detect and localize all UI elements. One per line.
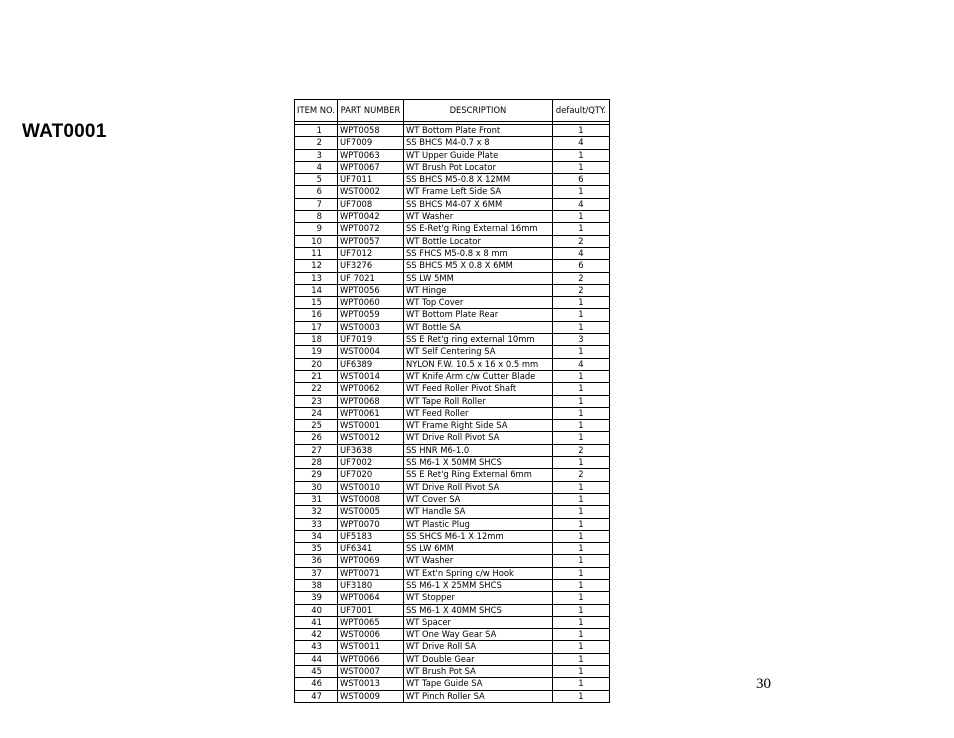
cell-item-no: 25 (295, 420, 338, 432)
cell-description: WT One Way Gear SA (403, 629, 552, 641)
table-row (295, 137, 610, 149)
table-row (295, 125, 610, 137)
cell-description: SS BHCS M5 X 0.8 X 6MM (403, 260, 552, 272)
cell-part-number: UF7001 (337, 604, 403, 616)
cell-description: SS E-Ret'g Ring External 16mm (403, 223, 552, 235)
cell-description: WT Cover SA (403, 493, 552, 505)
cell-qty: 1 (552, 125, 609, 137)
cell-description: WT Bottle SA (403, 321, 552, 333)
cell-description: SS M6-1 X 40MM SHCS (403, 604, 552, 616)
cell-part-number: UF5183 (337, 530, 403, 542)
cell-part-number: WST0014 (337, 370, 403, 382)
cell-part-number: WPT0056 (337, 284, 403, 296)
table-row (295, 420, 610, 432)
cell-part-number: UF7012 (337, 247, 403, 259)
table-row (295, 235, 610, 247)
cell-part-number: WST0012 (337, 432, 403, 444)
cell-qty: 2 (552, 469, 609, 481)
cell-item-no: 5 (295, 174, 338, 186)
cell-item-no: 20 (295, 358, 338, 370)
cell-qty: 1 (552, 481, 609, 493)
table-row (295, 530, 610, 542)
cell-item-no: 31 (295, 493, 338, 505)
table-row (295, 493, 610, 505)
cell-description: WT Bottom Plate Front (403, 125, 552, 137)
cell-qty: 1 (552, 223, 609, 235)
cell-description: WT Feed Roller Pivot Shaft (403, 383, 552, 395)
cell-item-no: 7 (295, 198, 338, 210)
table-row (295, 481, 610, 493)
cell-part-number: UF7009 (337, 137, 403, 149)
header-item-no: ITEM NO. (295, 100, 338, 122)
cell-qty: 1 (552, 395, 609, 407)
cell-description: SS HNR M6-1.0 (403, 444, 552, 456)
table-row (295, 211, 610, 223)
cell-description: WT Top Cover (403, 297, 552, 309)
cell-item-no: 28 (295, 457, 338, 469)
cell-qty: 4 (552, 358, 609, 370)
cell-qty: 1 (552, 678, 609, 690)
table-row (295, 604, 610, 616)
cell-qty: 1 (552, 432, 609, 444)
cell-item-no: 8 (295, 211, 338, 223)
cell-part-number: WPT0068 (337, 395, 403, 407)
cell-part-number: WPT0060 (337, 297, 403, 309)
cell-item-no: 15 (295, 297, 338, 309)
cell-item-no: 4 (295, 161, 338, 173)
table-row (295, 678, 610, 690)
cell-part-number: UF7002 (337, 457, 403, 469)
table-row (295, 444, 610, 456)
cell-qty: 2 (552, 235, 609, 247)
cell-part-number: WST0001 (337, 420, 403, 432)
cell-item-no: 10 (295, 235, 338, 247)
cell-qty: 6 (552, 260, 609, 272)
cell-description: WT Pinch Roller SA (403, 690, 552, 702)
cell-part-number: WST0011 (337, 641, 403, 653)
cell-qty: 1 (552, 407, 609, 419)
cell-description: SS BHCS M4-07 X 6MM (403, 198, 552, 210)
cell-part-number: UF7019 (337, 334, 403, 346)
cell-description: WT Tape Guide SA (403, 678, 552, 690)
table-row (295, 690, 610, 702)
cell-item-no: 23 (295, 395, 338, 407)
cell-qty: 2 (552, 272, 609, 284)
cell-item-no: 27 (295, 444, 338, 456)
cell-item-no: 38 (295, 579, 338, 591)
cell-description: SS E Ret'g Ring External 6mm (403, 469, 552, 481)
cell-qty: 2 (552, 444, 609, 456)
cell-item-no: 39 (295, 592, 338, 604)
cell-description: WT Frame Left Side SA (403, 186, 552, 198)
cell-item-no: 45 (295, 666, 338, 678)
cell-qty: 1 (552, 641, 609, 653)
cell-qty: 1 (552, 567, 609, 579)
cell-item-no: 17 (295, 321, 338, 333)
table-row (295, 161, 610, 173)
page-number: 30 (756, 676, 771, 692)
table-row (295, 186, 610, 198)
cell-item-no: 14 (295, 284, 338, 296)
cell-description: SS SHCS M6-1 X 12mm (403, 530, 552, 542)
cell-description: WT Drive Roll SA (403, 641, 552, 653)
table-body (295, 125, 610, 703)
cell-part-number: UF3180 (337, 579, 403, 591)
cell-part-number: UF7011 (337, 174, 403, 186)
table-row (295, 309, 610, 321)
cell-item-no: 16 (295, 309, 338, 321)
table-row (295, 629, 610, 641)
table-row (295, 518, 610, 530)
table-row (295, 346, 610, 358)
cell-part-number: UF3276 (337, 260, 403, 272)
cell-part-number: WPT0065 (337, 616, 403, 628)
cell-item-no: 6 (295, 186, 338, 198)
cell-item-no: 19 (295, 346, 338, 358)
cell-part-number: WST0009 (337, 690, 403, 702)
cell-qty: 1 (552, 518, 609, 530)
table-row (295, 543, 610, 555)
cell-qty: 1 (552, 457, 609, 469)
cell-part-number: WPT0062 (337, 383, 403, 395)
cell-part-number: WPT0066 (337, 653, 403, 665)
header-description: DESCRIPTION (403, 100, 552, 122)
cell-part-number: UF7020 (337, 469, 403, 481)
cell-item-no: 32 (295, 506, 338, 518)
cell-part-number: WPT0058 (337, 125, 403, 137)
cell-description: NYLON F.W. 10.5 x 16 x 0.5 mm (403, 358, 552, 370)
cell-item-no: 33 (295, 518, 338, 530)
cell-part-number: UF3638 (337, 444, 403, 456)
cell-qty: 2 (552, 284, 609, 296)
cell-qty: 1 (552, 690, 609, 702)
cell-item-no: 37 (295, 567, 338, 579)
cell-description: SS E Ret'g ring external 10mm (403, 334, 552, 346)
cell-item-no: 36 (295, 555, 338, 567)
cell-part-number: WST0010 (337, 481, 403, 493)
cell-part-number: WPT0071 (337, 567, 403, 579)
header-part-number: PART NUMBER (337, 100, 403, 122)
cell-description: WT Plastic Plug (403, 518, 552, 530)
cell-item-no: 24 (295, 407, 338, 419)
table-row (295, 469, 610, 481)
cell-item-no: 13 (295, 272, 338, 284)
cell-qty: 1 (552, 297, 609, 309)
cell-description: WT Drive Roll Pivot SA (403, 481, 552, 493)
cell-description: WT Brush Pot SA (403, 666, 552, 678)
cell-qty: 1 (552, 666, 609, 678)
table-row (295, 407, 610, 419)
cell-qty: 1 (552, 346, 609, 358)
table-header-row (295, 100, 610, 122)
cell-description: SS M6-1 X 25MM SHCS (403, 579, 552, 591)
table-row (295, 395, 610, 407)
cell-qty: 1 (552, 149, 609, 161)
cell-qty: 1 (552, 543, 609, 555)
cell-qty: 1 (552, 370, 609, 382)
cell-description: SS M6-1 X 50MM SHCS (403, 457, 552, 469)
cell-item-no: 1 (295, 125, 338, 137)
cell-qty: 4 (552, 198, 609, 210)
cell-qty: 1 (552, 493, 609, 505)
cell-qty: 4 (552, 137, 609, 149)
cell-qty: 1 (552, 420, 609, 432)
table-row (295, 653, 610, 665)
cell-description: WT Washer (403, 555, 552, 567)
cell-qty: 1 (552, 592, 609, 604)
cell-part-number: WPT0064 (337, 592, 403, 604)
cell-item-no: 9 (295, 223, 338, 235)
cell-part-number: WST0006 (337, 629, 403, 641)
table-row (295, 149, 610, 161)
cell-part-number: WST0004 (337, 346, 403, 358)
cell-part-number: WST0005 (337, 506, 403, 518)
table-row (295, 174, 610, 186)
cell-qty: 1 (552, 309, 609, 321)
table-row (295, 506, 610, 518)
cell-item-no: 3 (295, 149, 338, 161)
cell-qty: 1 (552, 629, 609, 641)
table-row (295, 579, 610, 591)
cell-part-number: WPT0069 (337, 555, 403, 567)
cell-item-no: 44 (295, 653, 338, 665)
cell-item-no: 22 (295, 383, 338, 395)
cell-part-number: WST0003 (337, 321, 403, 333)
table-row (295, 272, 610, 284)
cell-description: WT Hinge (403, 284, 552, 296)
cell-qty: 1 (552, 616, 609, 628)
cell-description: SS BHCS M4-0.7 x 8 (403, 137, 552, 149)
cell-part-number: WPT0057 (337, 235, 403, 247)
cell-description: WT Knife Arm c/w Cutter Blade (403, 370, 552, 382)
cell-description: WT Tape Roll Roller (403, 395, 552, 407)
cell-description: WT Upper Guide Plate (403, 149, 552, 161)
cell-description: WT Spacer (403, 616, 552, 628)
cell-qty: 4 (552, 247, 609, 259)
cell-description: WT Self Centering SA (403, 346, 552, 358)
cell-item-no: 29 (295, 469, 338, 481)
table-row (295, 284, 610, 296)
cell-qty: 1 (552, 321, 609, 333)
table-row (295, 641, 610, 653)
cell-part-number: WPT0070 (337, 518, 403, 530)
cell-description: SS BHCS M5-0.8 X 12MM (403, 174, 552, 186)
bill-of-materials-table (294, 99, 610, 703)
table-row (295, 247, 610, 259)
document-title: WAT0001 (22, 121, 107, 142)
cell-qty: 1 (552, 161, 609, 173)
cell-item-no: 42 (295, 629, 338, 641)
cell-part-number: WST0007 (337, 666, 403, 678)
cell-qty: 1 (552, 530, 609, 542)
cell-description: WT Brush Pot Locator (403, 161, 552, 173)
cell-item-no: 21 (295, 370, 338, 382)
table-row (295, 334, 610, 346)
table-row (295, 297, 610, 309)
cell-item-no: 46 (295, 678, 338, 690)
cell-qty: 1 (552, 604, 609, 616)
cell-description: SS LW 5MM (403, 272, 552, 284)
cell-part-number: UF7008 (337, 198, 403, 210)
cell-part-number: WPT0042 (337, 211, 403, 223)
cell-qty: 1 (552, 555, 609, 567)
cell-item-no: 41 (295, 616, 338, 628)
cell-description: SS FHCS M5-0.8 x 8 mm (403, 247, 552, 259)
cell-item-no: 40 (295, 604, 338, 616)
cell-description: WT Double Gear (403, 653, 552, 665)
cell-description: WT Frame Right Side SA (403, 420, 552, 432)
cell-description: WT Bottom Plate Rear (403, 309, 552, 321)
table-row (295, 370, 610, 382)
cell-item-no: 47 (295, 690, 338, 702)
table-row (295, 592, 610, 604)
cell-part-number: WPT0059 (337, 309, 403, 321)
cell-part-number: WPT0061 (337, 407, 403, 419)
cell-item-no: 34 (295, 530, 338, 542)
cell-description: WT Ext'n Spring c/w Hook (403, 567, 552, 579)
cell-item-no: 11 (295, 247, 338, 259)
cell-description: WT Drive Roll Pivot SA (403, 432, 552, 444)
table-row (295, 260, 610, 272)
cell-part-number: UF6389 (337, 358, 403, 370)
table-row (295, 666, 610, 678)
cell-item-no: 43 (295, 641, 338, 653)
cell-qty: 1 (552, 653, 609, 665)
cell-item-no: 12 (295, 260, 338, 272)
cell-item-no: 26 (295, 432, 338, 444)
cell-part-number: WPT0063 (337, 149, 403, 161)
cell-part-number: WPT0067 (337, 161, 403, 173)
table-row (295, 358, 610, 370)
cell-qty: 1 (552, 579, 609, 591)
table-row (295, 321, 610, 333)
cell-part-number: UF6341 (337, 543, 403, 555)
cell-part-number: WST0002 (337, 186, 403, 198)
table-row (295, 555, 610, 567)
table-row (295, 223, 610, 235)
table-row (295, 432, 610, 444)
table-row (295, 616, 610, 628)
cell-qty: 1 (552, 506, 609, 518)
cell-description: WT Bottle Locator (403, 235, 552, 247)
cell-description: WT Stopper (403, 592, 552, 604)
cell-description: WT Handle SA (403, 506, 552, 518)
cell-part-number: WST0013 (337, 678, 403, 690)
table-row (295, 198, 610, 210)
cell-part-number: WPT0072 (337, 223, 403, 235)
table-row (295, 567, 610, 579)
cell-qty: 1 (552, 186, 609, 198)
cell-part-number: WST0008 (337, 493, 403, 505)
table-row (295, 457, 610, 469)
cell-part-number: UF 7021 (337, 272, 403, 284)
cell-qty: 1 (552, 383, 609, 395)
cell-item-no: 30 (295, 481, 338, 493)
cell-description: SS LW 6MM (403, 543, 552, 555)
cell-item-no: 2 (295, 137, 338, 149)
header-qty: default/QTY. (552, 100, 609, 122)
table-row (295, 383, 610, 395)
cell-item-no: 35 (295, 543, 338, 555)
cell-item-no: 18 (295, 334, 338, 346)
cell-description: WT Feed Roller (403, 407, 552, 419)
cell-qty: 6 (552, 174, 609, 186)
cell-description: WT Washer (403, 211, 552, 223)
cell-qty: 1 (552, 211, 609, 223)
cell-qty: 3 (552, 334, 609, 346)
